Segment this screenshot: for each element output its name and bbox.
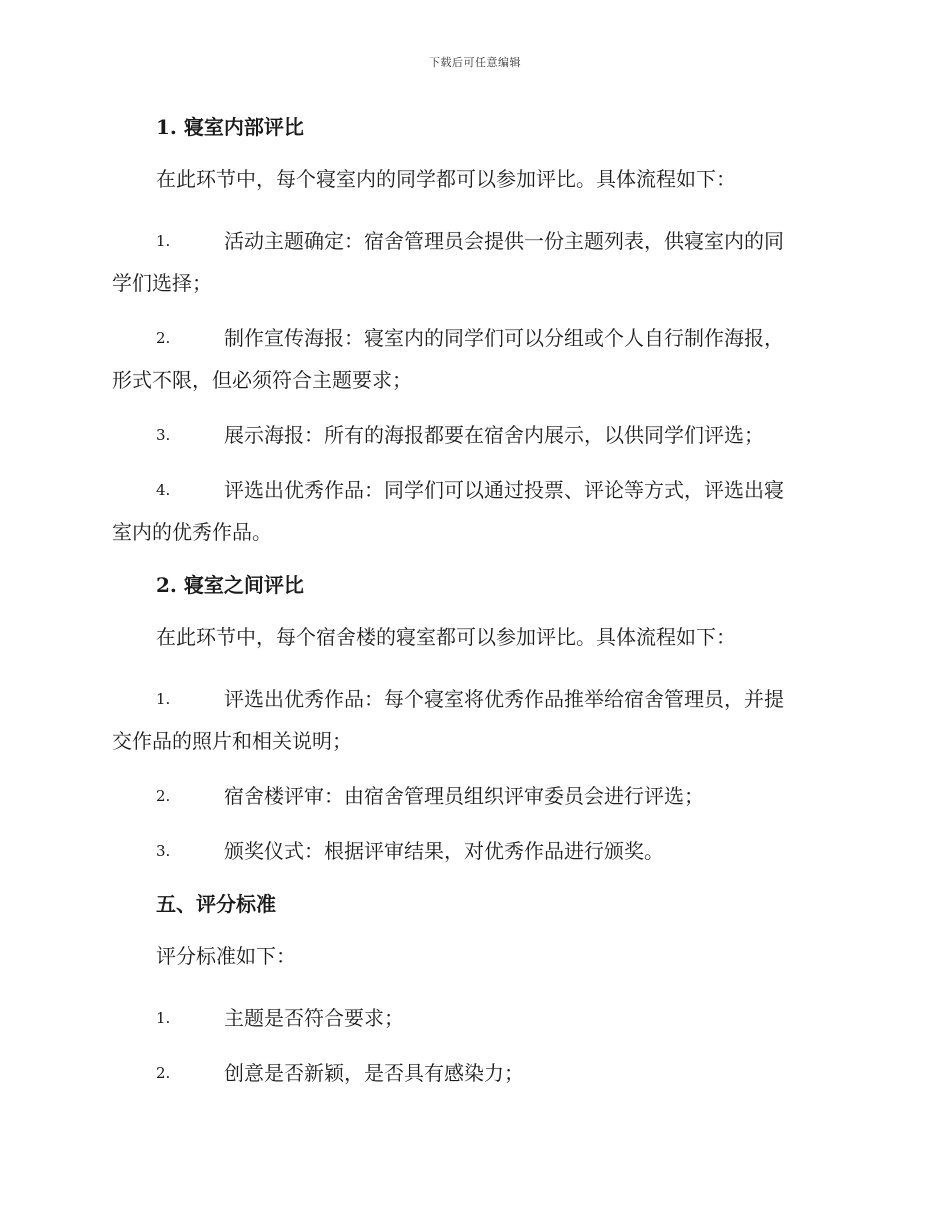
list-text: 主题是否符合要求；	[224, 1006, 404, 1030]
list-number: 2.	[156, 329, 171, 347]
section-heading: 五、评分标准	[156, 892, 276, 916]
list-text: 颁奖仪式：根据评审结果，对优秀作品进行颁奖。	[224, 839, 664, 863]
list-text: 评选出优秀作品：同学们可以通过投票、评论等方式，评选出寝	[224, 478, 784, 502]
list-text: 制作宣传海报：寝室内的同学们可以分组或个人自行制作海报，	[224, 326, 784, 350]
list-number: 2.	[156, 787, 171, 805]
list-text: 评选出优秀作品：每个寝室将优秀作品推举给宿舍管理员，并提	[224, 687, 784, 711]
list-item	[112, 1052, 834, 1094]
list-text: 宿舍楼评审：由宿舍管理员组织评审委员会进行评选；	[224, 784, 704, 808]
list-text-continued: 交作品的照片和相关说明；	[112, 729, 352, 753]
section-intro: 在此环节中，每个寝室内的同学都可以参加评比。具体流程如下：	[156, 167, 736, 191]
list-text: 展示海报：所有的海报都要在宿舍内展示，以供同学们评选；	[224, 423, 764, 447]
section-heading: 2. 寝室之间评比	[156, 573, 304, 597]
list-item	[112, 469, 834, 553]
list-item	[112, 775, 834, 817]
list-text-continued: 室内的优秀作品。	[112, 520, 272, 544]
list-item	[112, 830, 834, 872]
section-intro: 在此环节中，每个宿舍楼的寝室都可以参加评比。具体流程如下：	[156, 625, 736, 649]
list-number: 1.	[156, 1009, 171, 1027]
document-body	[112, 113, 834, 1107]
list-text-continued: 学们选择；	[112, 271, 212, 295]
list-text: 创意是否新颖，是否具有感染力；	[224, 1061, 524, 1085]
section-heading: 1. 寝室内部评比	[156, 115, 304, 139]
list-number: 3.	[156, 426, 171, 444]
section-intro: 评分标准如下：	[156, 944, 296, 968]
list-item	[112, 317, 834, 401]
list-number: 3.	[156, 842, 171, 860]
list-item	[112, 997, 834, 1039]
list-number: 1.	[156, 232, 171, 250]
list-text-continued: 形式不限，但必须符合主题要求；	[112, 368, 412, 392]
list-number: 2.	[156, 1064, 171, 1082]
page-header: 下载后可任意编辑	[429, 56, 521, 69]
list-text: 活动主题确定：宿舍管理员会提供一份主题列表，供寝室内的同	[224, 229, 784, 253]
list-number: 1.	[156, 690, 171, 708]
list-number: 4.	[156, 481, 171, 499]
list-item	[112, 220, 834, 304]
list-item	[112, 678, 834, 762]
list-item	[112, 414, 834, 456]
